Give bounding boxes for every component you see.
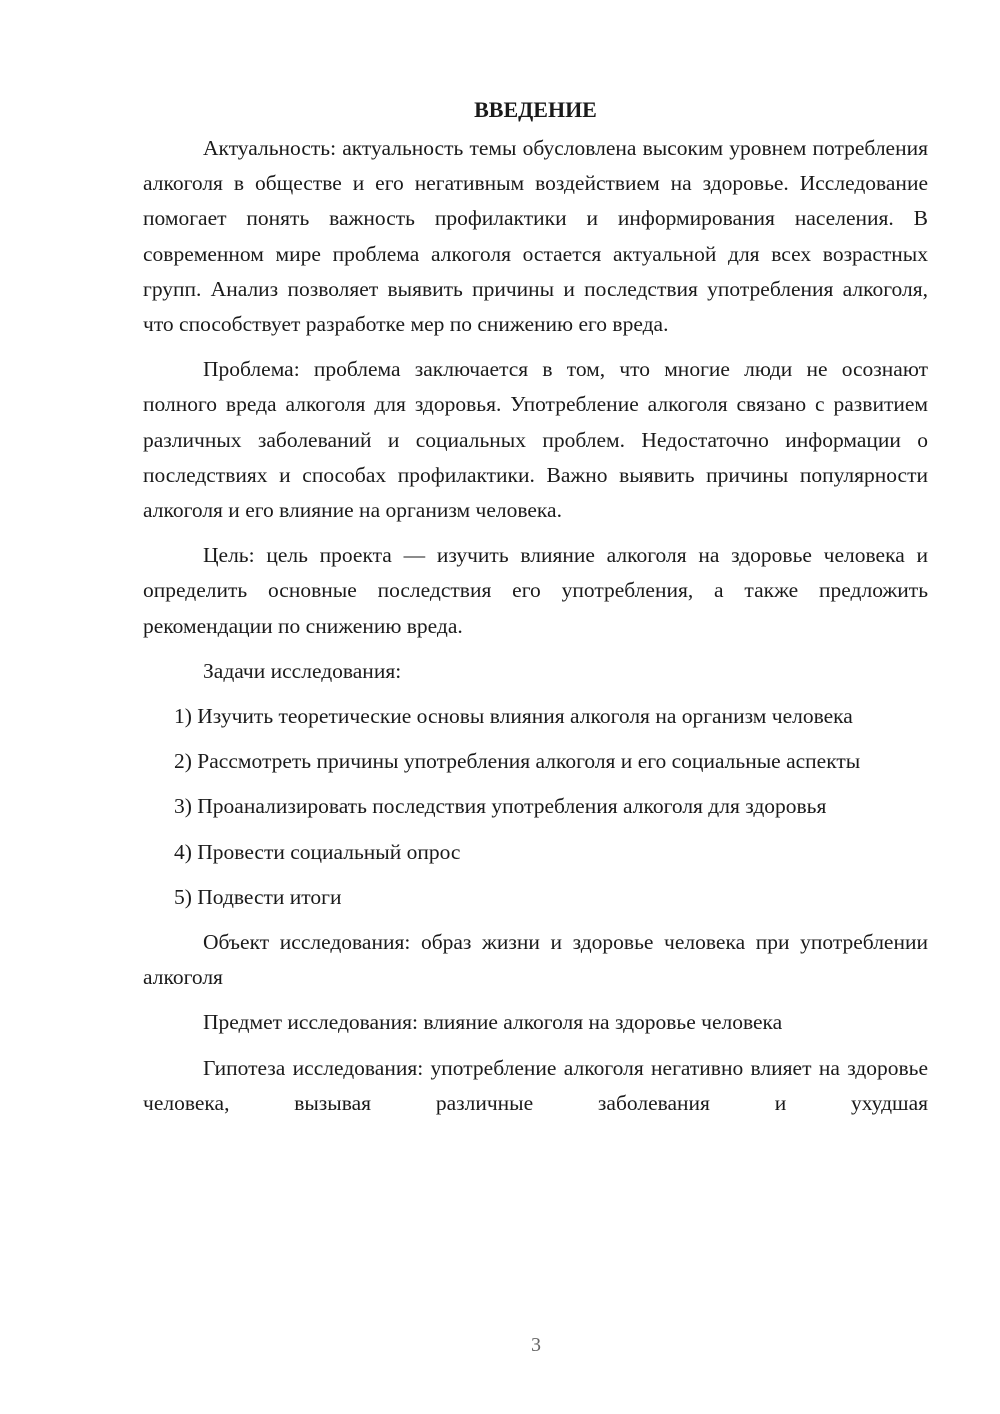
tasks-heading: Задачи исследования: <box>203 658 402 683</box>
problem-paragraph: Проблема: проблема заключается в том, что многие люди не осознают полного вреда алкоголя для здоровья. Употребление алкоголя связано с развитием различных заболеваний и социальных проблем. Недостаточно информации о последствиях и способах профилактики. Важно выявить причины популярности алкоголя и его влияние на организм человека. <box>143 357 928 523</box>
task-item-5: 5) Подвести итоги <box>174 884 342 909</box>
page-number: 3 <box>531 1334 541 1356</box>
document-page <box>143 92 928 1121</box>
hypothesis-paragraph: Гипотеза исследования: употребление алкоголя негативно влияет на здоровье человека, вызывая различные заболевания и ухудшая <box>143 1055 928 1115</box>
task-item-4: 4) Провести социальный опрос <box>174 839 461 864</box>
relevance-paragraph: Актуальность: актуальность темы обусловлена высоким уровнем потребления алкоголя в обществе и его негативным воздействием на здоровье. Исследование помогает понять важность профилактики и информирования населения. В современном мире проблема алкоголя остается актуальной для всех возрастных групп. Анализ позволяет выявить причины и последствия употребления алкоголя, что способствует разработке мер по снижению его вреда. <box>143 136 928 337</box>
task-item-1: 1) Изучить теоретические основы влияния алкоголя на организм человека <box>174 704 853 729</box>
section-title: ВВЕДЕНИЕ <box>474 97 597 122</box>
task-item-2: 2) Рассмотреть причины употребления алкоголя и его социальные аспекты <box>174 749 861 774</box>
goal-paragraph: Цель: цель проекта — изучить влияние алкоголя на здоровье человека и определить основные последствия его употребления, а также предложить рекомендации по снижению вреда. <box>143 543 928 638</box>
subject-paragraph: Предмет исследования: влияние алкоголя на здоровье человека <box>203 1010 783 1035</box>
object-paragraph: Объект исследования: образ жизни и здоровье человека при употреблении алкоголя <box>143 930 928 990</box>
task-item-3: 3) Проанализировать последствия употребления алкоголя для здоровья <box>174 794 827 819</box>
